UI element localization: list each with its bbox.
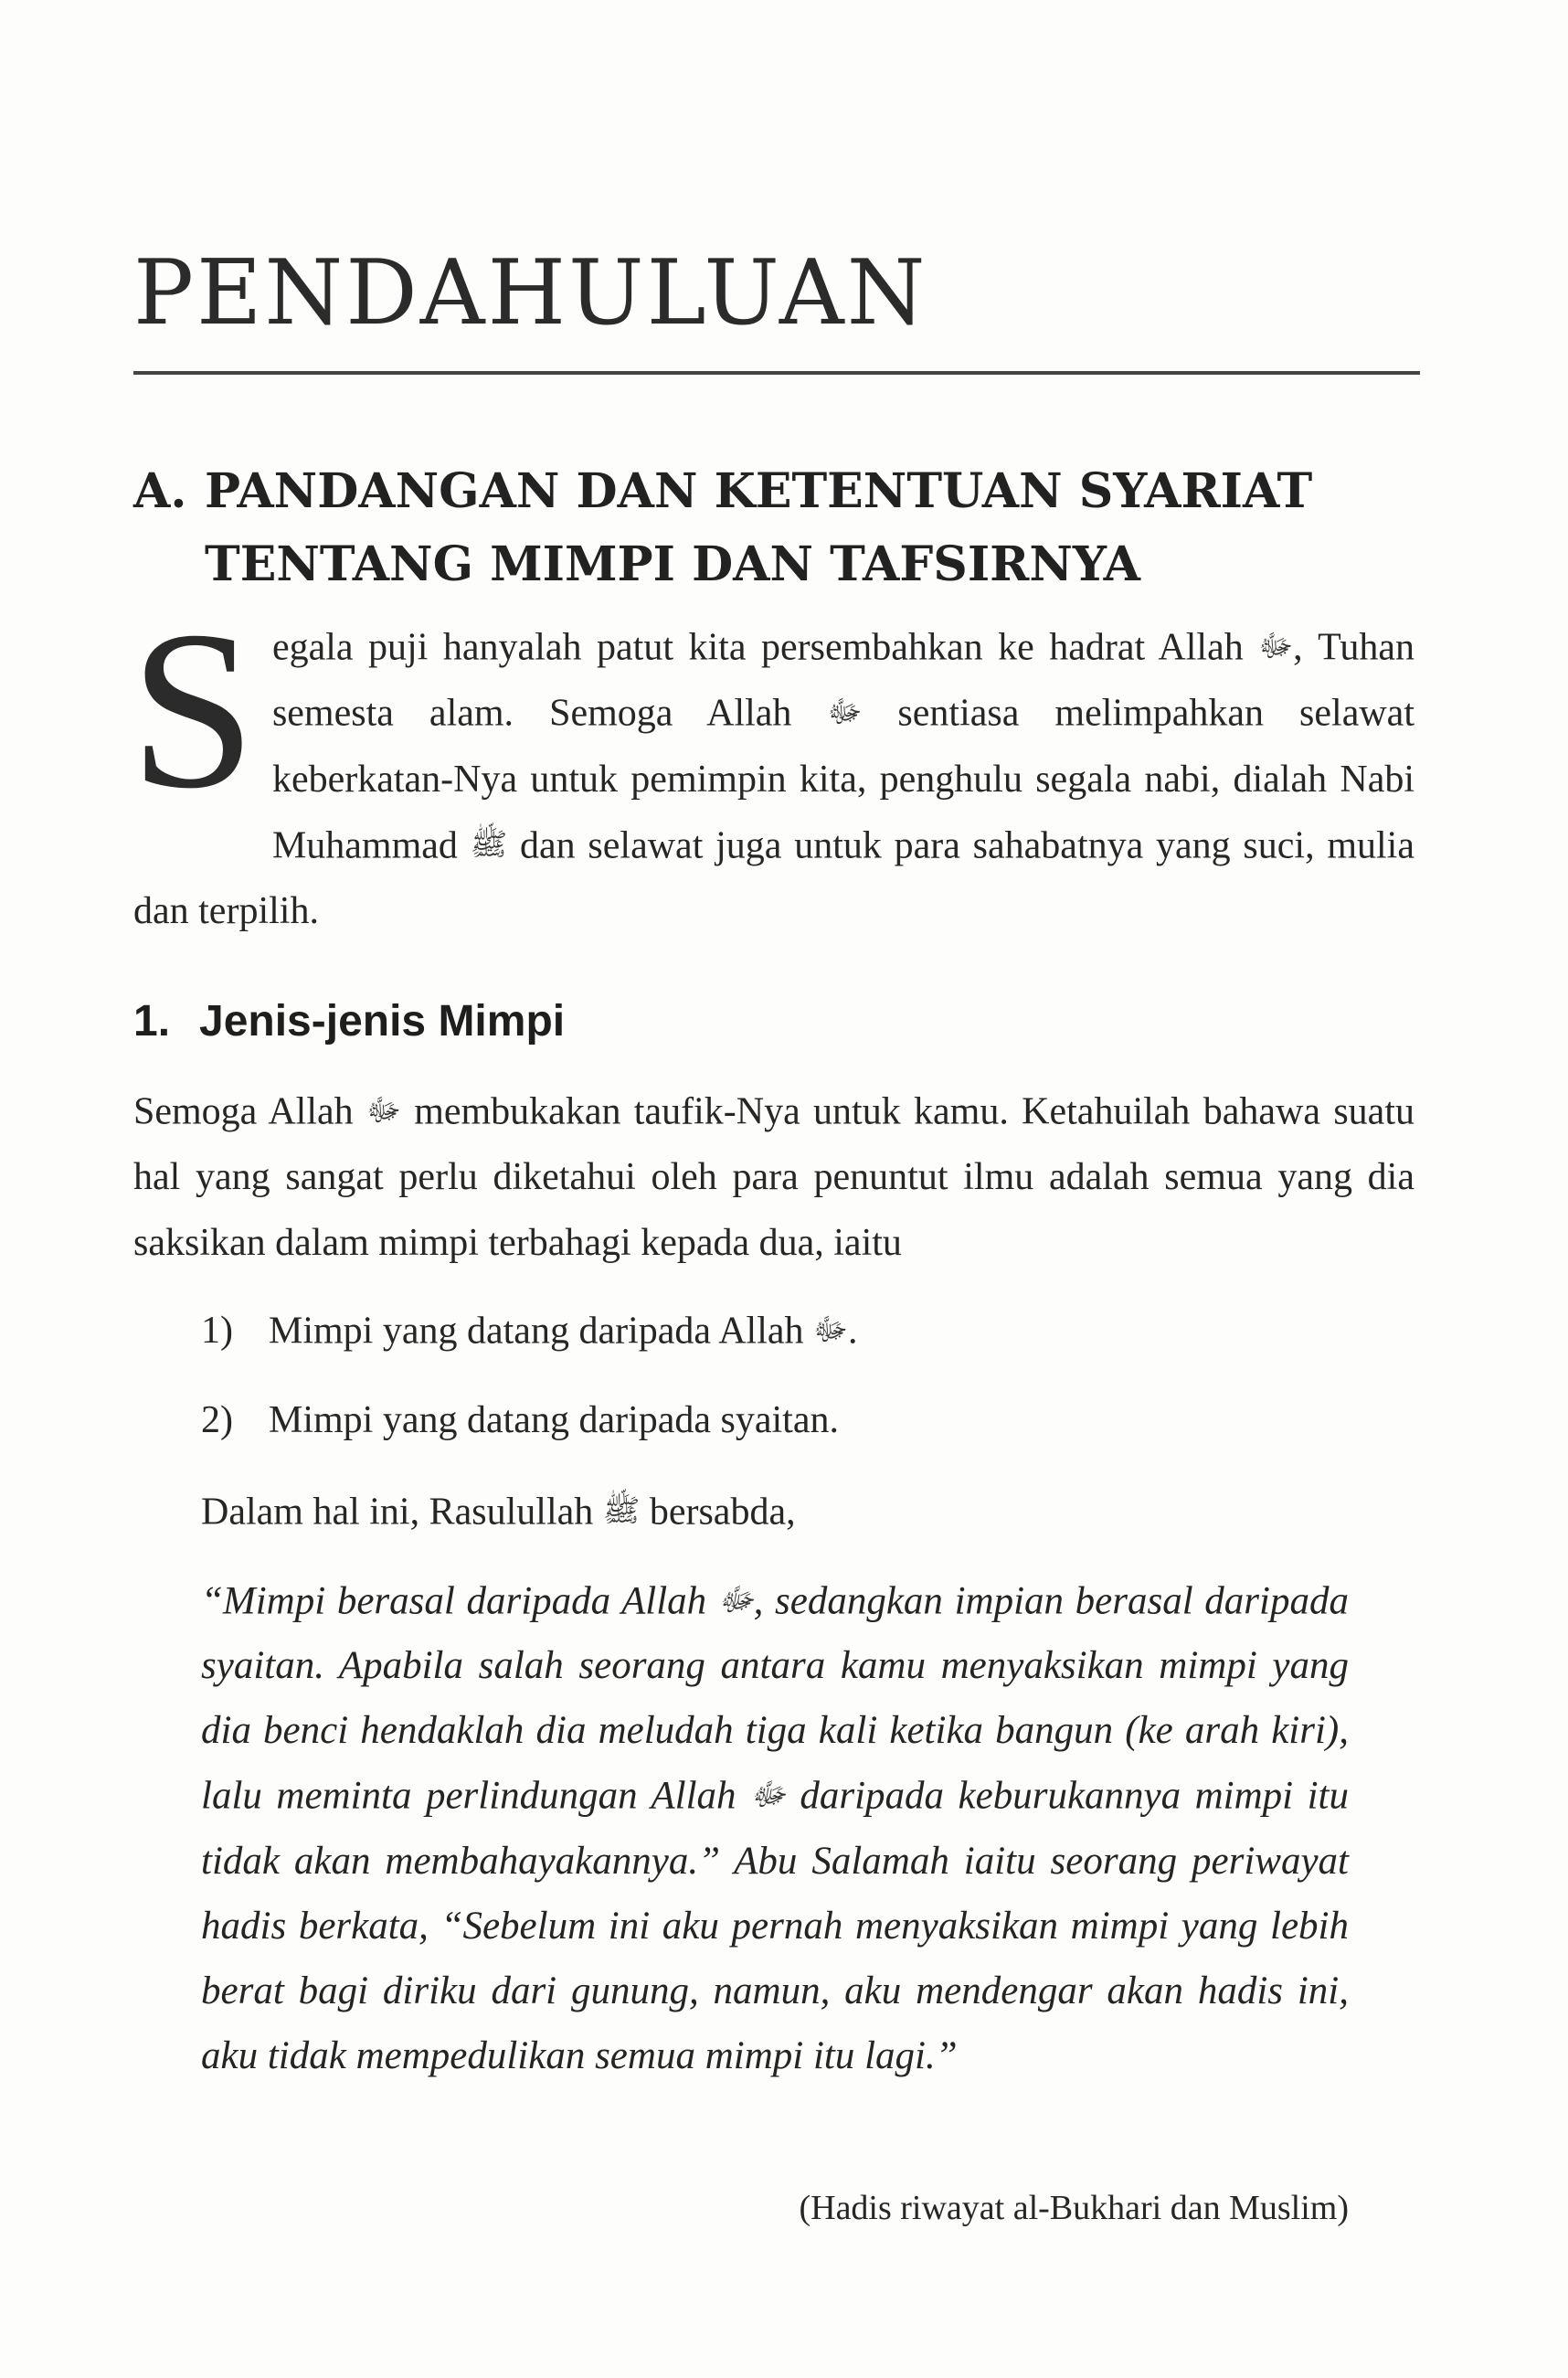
subsection-number: 1. [133, 997, 171, 1046]
drop-cap: S [130, 584, 256, 835]
lead-text-2: bersabda, [640, 1491, 796, 1534]
section-title-line1: PANDANGAN DAN KETENTUAN SYARIAT [205, 463, 1313, 519]
allah-honorific-icon: ﷻ [1258, 630, 1294, 664]
section-letter: A. [133, 463, 187, 519]
prophet-honorific-icon: ﷺ [470, 827, 508, 862]
quote-text-3: daripada keburukannya mimpi itu tidak akan membahayakannya.” Abu Salamah iaitu seorang periwayat hadis berkata, “Sebelum ini aku pernah menyaksikan mimpi yang lebih berat bagi diriku dari gunung, namun, aku mendengar akan hadis ini, aku tidak mempedulikan semua mimpi itu lagi.” [201, 1774, 1349, 2077]
intro-text-1: egala puji hanyalah patut kita persembahkan ke hadrat Allah [271, 626, 1259, 669]
intro-text-3: sentiasa melimpahkan selawat keberkatan-Nya untuk pemimpin kita, penghulu segala nabi, dialah Nabi Muhammad [271, 692, 1414, 867]
section-title-line2: TENTANG MIMPI DAN TAFSIRNYA [205, 536, 1141, 592]
hadith-quote [201, 1568, 1349, 2088]
prophet-honorific-icon: ﷺ [602, 1494, 641, 1528]
allah-honorific-icon: ﷻ [717, 1583, 754, 1618]
chapter-title: PENDAHULUAN [133, 241, 928, 345]
quote-text-1: “Mimpi berasal daripada Allah [201, 1579, 718, 1623]
list-item-suffix: . [847, 1310, 858, 1353]
dream-types-list [201, 1298, 1407, 1477]
hadith-lead-in [201, 1479, 796, 1545]
hadith-source: (Hadis riwayat al-Bukhari dan Muslim) [799, 2189, 1349, 2227]
body-paragraph [133, 1078, 1414, 1276]
allah-honorific-icon: ﷻ [813, 1313, 848, 1347]
section-heading [133, 455, 1413, 601]
subsection-heading [133, 996, 565, 1046]
list-marker: 1) [201, 1310, 233, 1353]
list-item [201, 1298, 1407, 1387]
allah-honorific-icon: ﷻ [750, 1778, 786, 1813]
subsection-title: Jenis-jenis Mimpi [199, 997, 566, 1046]
lead-text-1: Dalam hal ini, Rasulullah [201, 1491, 603, 1534]
body-text-2: membukakan taufik-Nya untuk kamu. Ketahuilah bahawa suatu hal yang sangat perlu diketahui oleh para penuntut ilmu adalah semua yang dia saksikan dalam mimpi terbahagi kepada dua, iaitu [133, 1090, 1414, 1265]
body-text-1: Semoga Allah [133, 1090, 366, 1133]
list-item [201, 1387, 1407, 1477]
quote-text-2: , sedangkan impian berasal daripada syaitan. Apabila salah seorang antara kamu menyaksikan mimpi yang dia benci hendaklah dia meludah tiga kali ketika bangun (ke arah kiri), lalu meminta perlindungan Allah [201, 1579, 1349, 1818]
intro-text-4: dan selawat juga untuk para sahabatnya yang suci, mulia dan terpilih. [133, 824, 1414, 933]
intro-text-2: , Tuhan semesta alam. Semoga Allah [271, 626, 1414, 735]
allah-honorific-icon: ﷻ [827, 695, 863, 730]
intro-paragraph [130, 584, 1414, 944]
chapter-divider [133, 371, 1420, 375]
list-item-text: Mimpi yang datang daripada syaitan. [269, 1399, 839, 1441]
list-marker: 2) [201, 1399, 233, 1441]
list-item-text: Mimpi yang datang daripada Allah [269, 1310, 814, 1353]
allah-honorific-icon: ﷻ [366, 1094, 401, 1128]
